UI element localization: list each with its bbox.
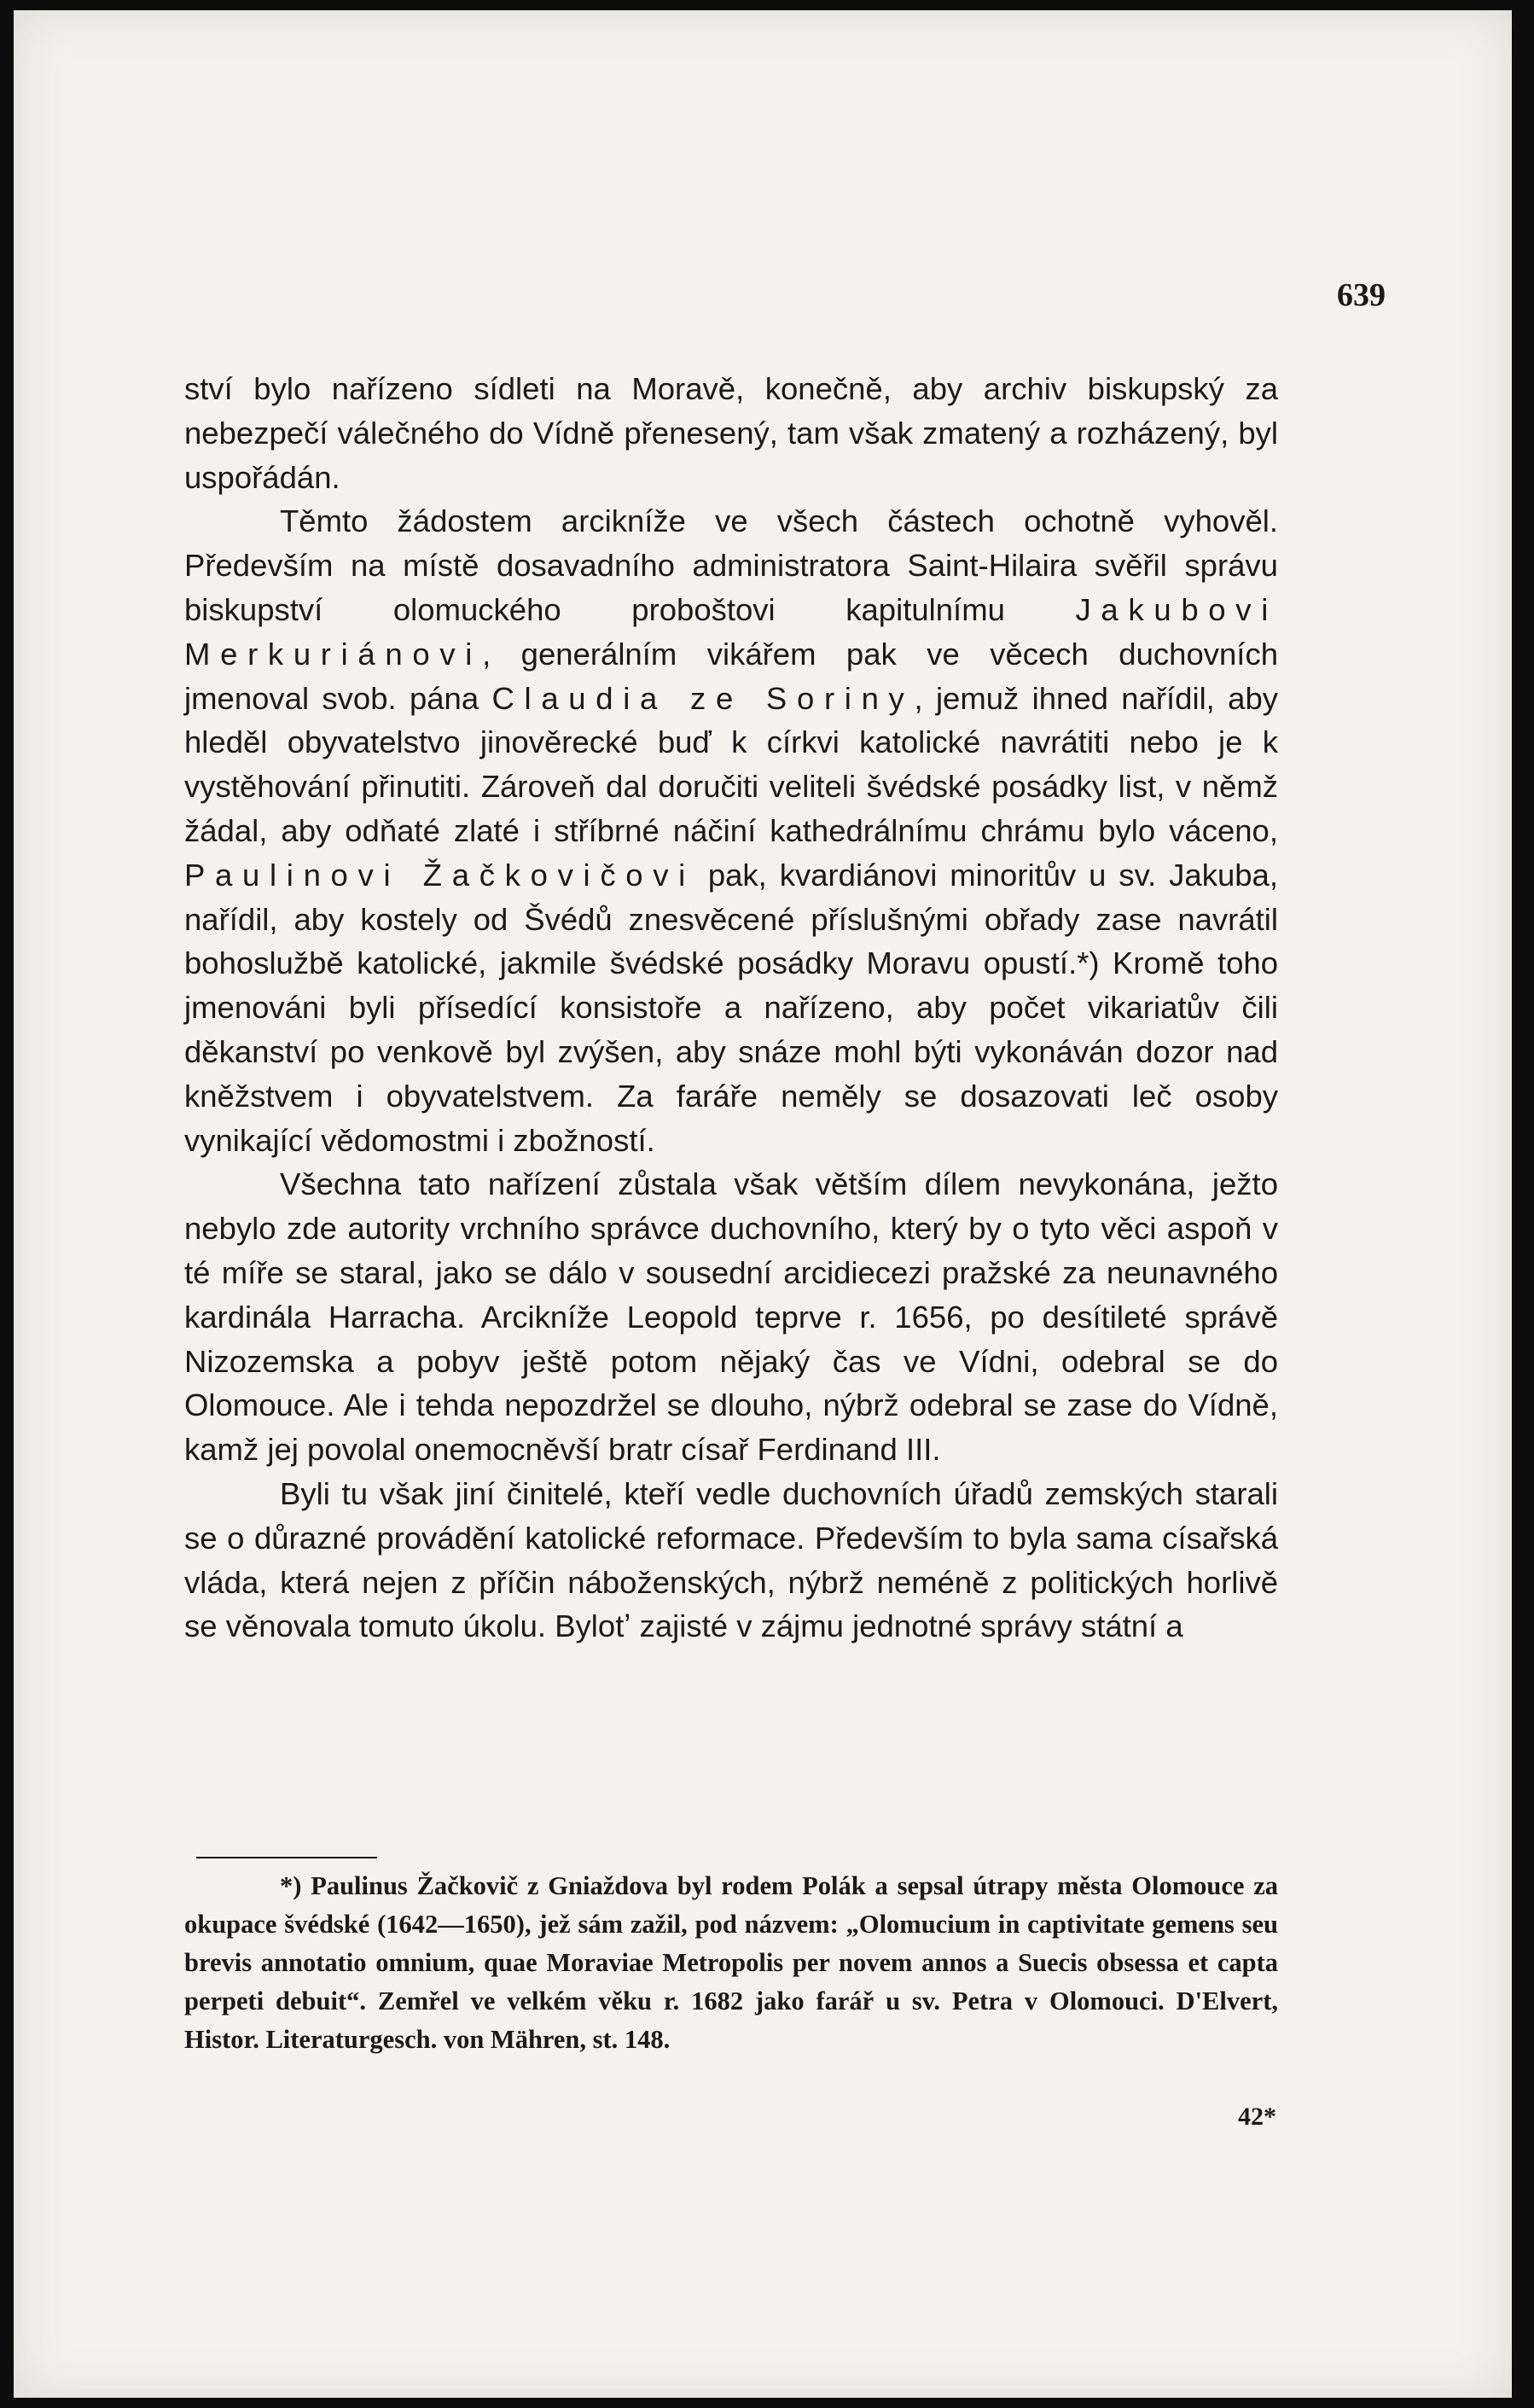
paragraph-2: [184, 499, 1278, 1162]
printer-signature: 42*: [1238, 2103, 1276, 2131]
person-name-paulinus-zackovic: Paulinovi Žačkovičovi: [184, 857, 695, 893]
person-name-jakub-merkurian: Jakubovi Merkuriánovi: [184, 591, 1278, 672]
paragraph-text: Byli tu však jiní činitelé, kteří vedle duchovních úřadů zemských starali se o důrazné provádění katolické reformace. Především to byla sama císařská vláda, která nejen z příčin náboženských, nýbrž neméně z politických horlivě se věnovala tomuto úkolu. Bylotʼ zajisté v zájmu jednotné správy státní a: [184, 1475, 1278, 1644]
main-text: [184, 367, 1278, 1649]
page-number: 639: [1337, 277, 1386, 313]
paragraph-3: [184, 1162, 1278, 1472]
footnote-divider: [196, 1857, 377, 1858]
paragraph-text: , jemuž ihned nařídil, aby hleděl obyvatelstvo jinověrecké buď k církvi katolické navrátiti nebo je k vystěhování přinutiti. Zároveň dal doručiti veliteli švédské posádky list, v němž žádal, aby odňaté zlaté i stříbrné náčiní kathedrálnímu chrámu bylo váceno,: [184, 680, 1278, 848]
footnote-block: [184, 1867, 1278, 2059]
paragraph-text: ství bylo nařízeno sídleti na Moravě, konečně, aby archiv biskupský za nebezpečí válečného do Vídně přenesený, tam však zmatený a rozházený, byl uspořádán.: [184, 371, 1278, 495]
footnote: *) Paulinus Žačkovič z Gniaždova byl rodem Polák a sepsal útrapy města Olomouce za okupace švédské (1642—1650), jež sám zažil, pod názvem: „Olomucium in captivitate gemens seu brevis annotatio omnium, quae Moraviae Metropolis per novem annos a Suecis obsessa et capta perpeti debuit“. Zemřel ve velkém věku r. 1682 jako farář u sv. Petra v Olomouci. D'Elvert, Histor. Literaturgesch. von Mähren, st. 148.: [184, 1871, 1278, 2054]
paragraph-4: [184, 1472, 1278, 1649]
book-page: [14, 10, 1512, 2398]
paragraph-text: , generálním vikářem pak ve věcech duchovních jmenoval svob. pána: [184, 636, 1278, 716]
person-name-claudius-soriny: Claudia ze Soriny: [491, 680, 915, 716]
paragraph-text: pak, kvardiánovi minoritův u sv. Jakuba, nařídil, aby kostely od Švédů znesvěcené příslušnými obřady zase navrátil bohoslužbě katolické, jakmile švédské posádky Moravu opustí.*) Kromě toho jmenováni byli přísedící konsistoře a nařízeno, aby počet vikariatův čili děkanství po venkově byl zvýšen, aby snáze mohl býti vykonáván dozor nad kněžstvem i obyvatelstvem. Za faráře neměly se dosazovati leč osoby vynikající vědomostmi i zbožností.: [184, 857, 1278, 1158]
paragraph-text: Všechna tato nařízení zůstala však větším dílem nevykonána, ježto nebylo zde autority vrchního správce duchovního, který by o tyto věci aspoň v té míře se staral, jako se dálo v sousední arcidiecezi pražské za neunavného kardinála Harracha. Arcikníže Leopold teprve r. 1656, po desítileté správě Nizozemska a pobyv ještě potom nějaký čas ve Vídni, odebral se do Olomouce. Ale i tehda nepozdržel se dlouho, nýbrž odebral se zase do Vídně, kamž jej povolal onemocněvší bratr císař Ferdinand III.: [184, 1166, 1278, 1468]
paragraph-1: [184, 367, 1278, 499]
paragraph-text: Těmto žádostem arcikníže ve všech částech ochotně vyhověl. Především na místě dosavadního administratora Saint-Hilaira svěřil správu biskupství olomuckého proboštovi kapitulnímu: [184, 503, 1278, 627]
